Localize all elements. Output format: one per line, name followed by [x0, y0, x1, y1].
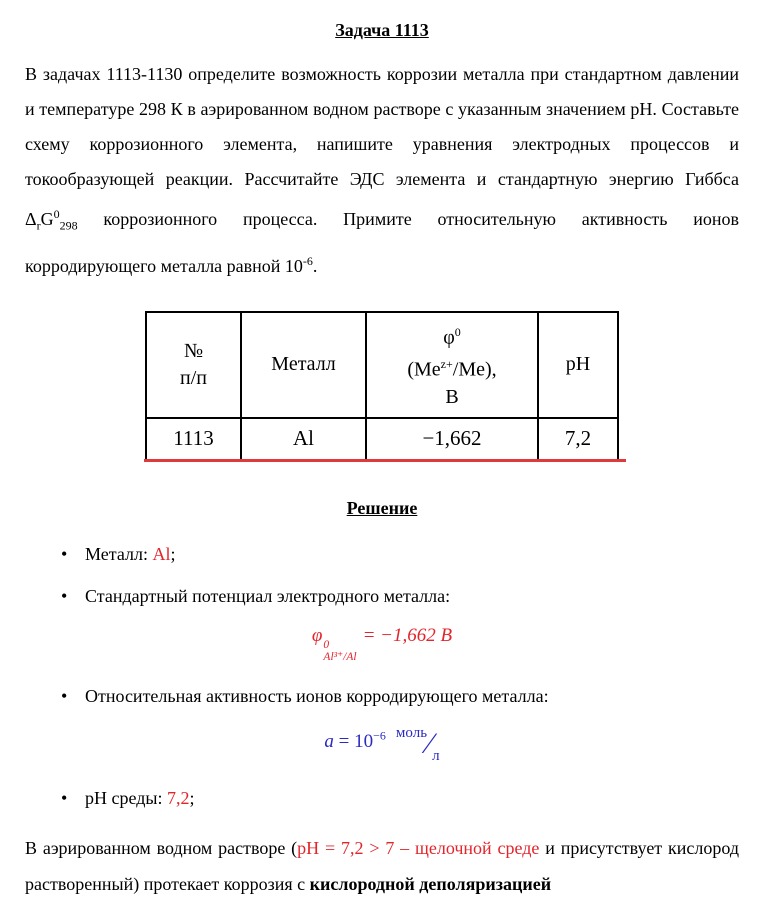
phi-symbol: φ	[443, 326, 455, 349]
activity-formula-exponent: −6	[373, 728, 386, 743]
activity-exponent: -6	[302, 253, 313, 268]
table-data-row	[146, 418, 618, 460]
metal-line	[85, 541, 175, 568]
list-item-ph	[61, 785, 739, 812]
list-item-potential	[61, 583, 739, 610]
ph-label: рН среды:	[85, 787, 167, 808]
metal-tail: ;	[170, 543, 176, 564]
ph-value: 7,2	[167, 787, 190, 808]
header-ph: pH	[538, 312, 618, 418]
conclusion-text-1: В аэрированном водном растворе (	[25, 837, 298, 858]
phi-supsub	[323, 639, 356, 663]
bullet-dot: •	[61, 787, 68, 808]
cell-number: 1113	[146, 418, 241, 460]
phi-formula-symbol: φ	[311, 624, 323, 646]
potential-label: Стандартный потенциал электродного металла:	[85, 585, 451, 606]
cell-metal: Al	[241, 418, 366, 460]
gibbs-sup-0: 0	[53, 207, 60, 221]
intro-text-1: В задачах 1113-1130 определите возможность коррозии металла при стандартном давлении и температуре 298 К в аэрированном водном растворе с указанным значением рН. Составьте схему коррозионного элемента, напишите уравнения электродных процессов и токообразующей реакции. Рассчитайте ЭДС элемента и стандартную энергию Гиббса Δ	[25, 64, 739, 229]
gibbs-sub-r: r	[36, 218, 41, 233]
header-number	[146, 312, 241, 418]
activity-symbol: a	[324, 730, 334, 752]
mole-per-liter-fraction	[395, 724, 440, 764]
bullet-dot: •	[61, 543, 68, 564]
phi-formula-sub: Al³⁺/Al	[323, 650, 357, 663]
activity-equals: = 10	[333, 730, 374, 752]
conclusion-red-segment: рН = 7,2 > 7 – щелочной среде	[297, 837, 540, 858]
cell-ph: 7,2	[538, 418, 618, 460]
phi-superscript: 0	[454, 324, 461, 339]
phi-symbol-line	[375, 319, 529, 352]
header-potential	[366, 312, 538, 418]
conclusion-paragraph	[25, 830, 739, 902]
fraction-numerator: моль	[395, 724, 428, 741]
phi-formula-sup: 0	[323, 638, 330, 651]
header-metal: Металл	[241, 312, 366, 418]
page-title: Задача 1113	[335, 20, 429, 40]
fraction-slash: ⁄	[427, 726, 433, 760]
unit-volts: В	[445, 385, 459, 408]
me-open: (Me	[407, 358, 441, 381]
me-charge-sup: z+	[440, 357, 453, 372]
table-header-row	[146, 312, 618, 418]
cell-potential: −1,662	[366, 418, 538, 460]
me-ratio-line	[375, 351, 529, 384]
intro-text-2: коррозионного процесса. Примите относительную активность ионов корродирующего металла равной 10	[25, 209, 739, 276]
metal-label: Металл:	[85, 543, 153, 564]
header-number-line2: п/п	[180, 366, 207, 389]
ph-tail: ;	[189, 787, 195, 808]
intro-text-3: .	[312, 255, 318, 276]
intro-paragraph	[25, 57, 739, 284]
bullet-dot: •	[61, 585, 68, 606]
activity-label: Относительная активность ионов корродирующего металла:	[85, 685, 549, 706]
ph-line	[85, 785, 195, 812]
potential-formula	[25, 625, 739, 663]
list-item-metal	[61, 541, 739, 568]
me-close: /Me),	[452, 358, 497, 381]
metal-value: Al	[152, 543, 171, 564]
potential-formula-value: = −1,662 В	[362, 624, 453, 646]
conclusion-bold-segment: кислородной деполяризацией	[309, 873, 552, 894]
gibbs-symbol: G	[40, 209, 54, 229]
problem-table	[145, 311, 619, 461]
header-number-line1: №	[183, 339, 204, 362]
conclusion-text-2: и присутствует кислород растворенный) протекает коррозия с	[25, 837, 739, 894]
fraction-denominator: л	[432, 747, 440, 764]
activity-formula	[25, 725, 739, 765]
table-red-underline	[144, 459, 626, 462]
list-item-activity	[61, 683, 739, 710]
solution-heading: Решение	[346, 497, 418, 518]
gibbs-sub-298: 298	[59, 218, 78, 233]
bullet-dot: •	[61, 685, 68, 706]
